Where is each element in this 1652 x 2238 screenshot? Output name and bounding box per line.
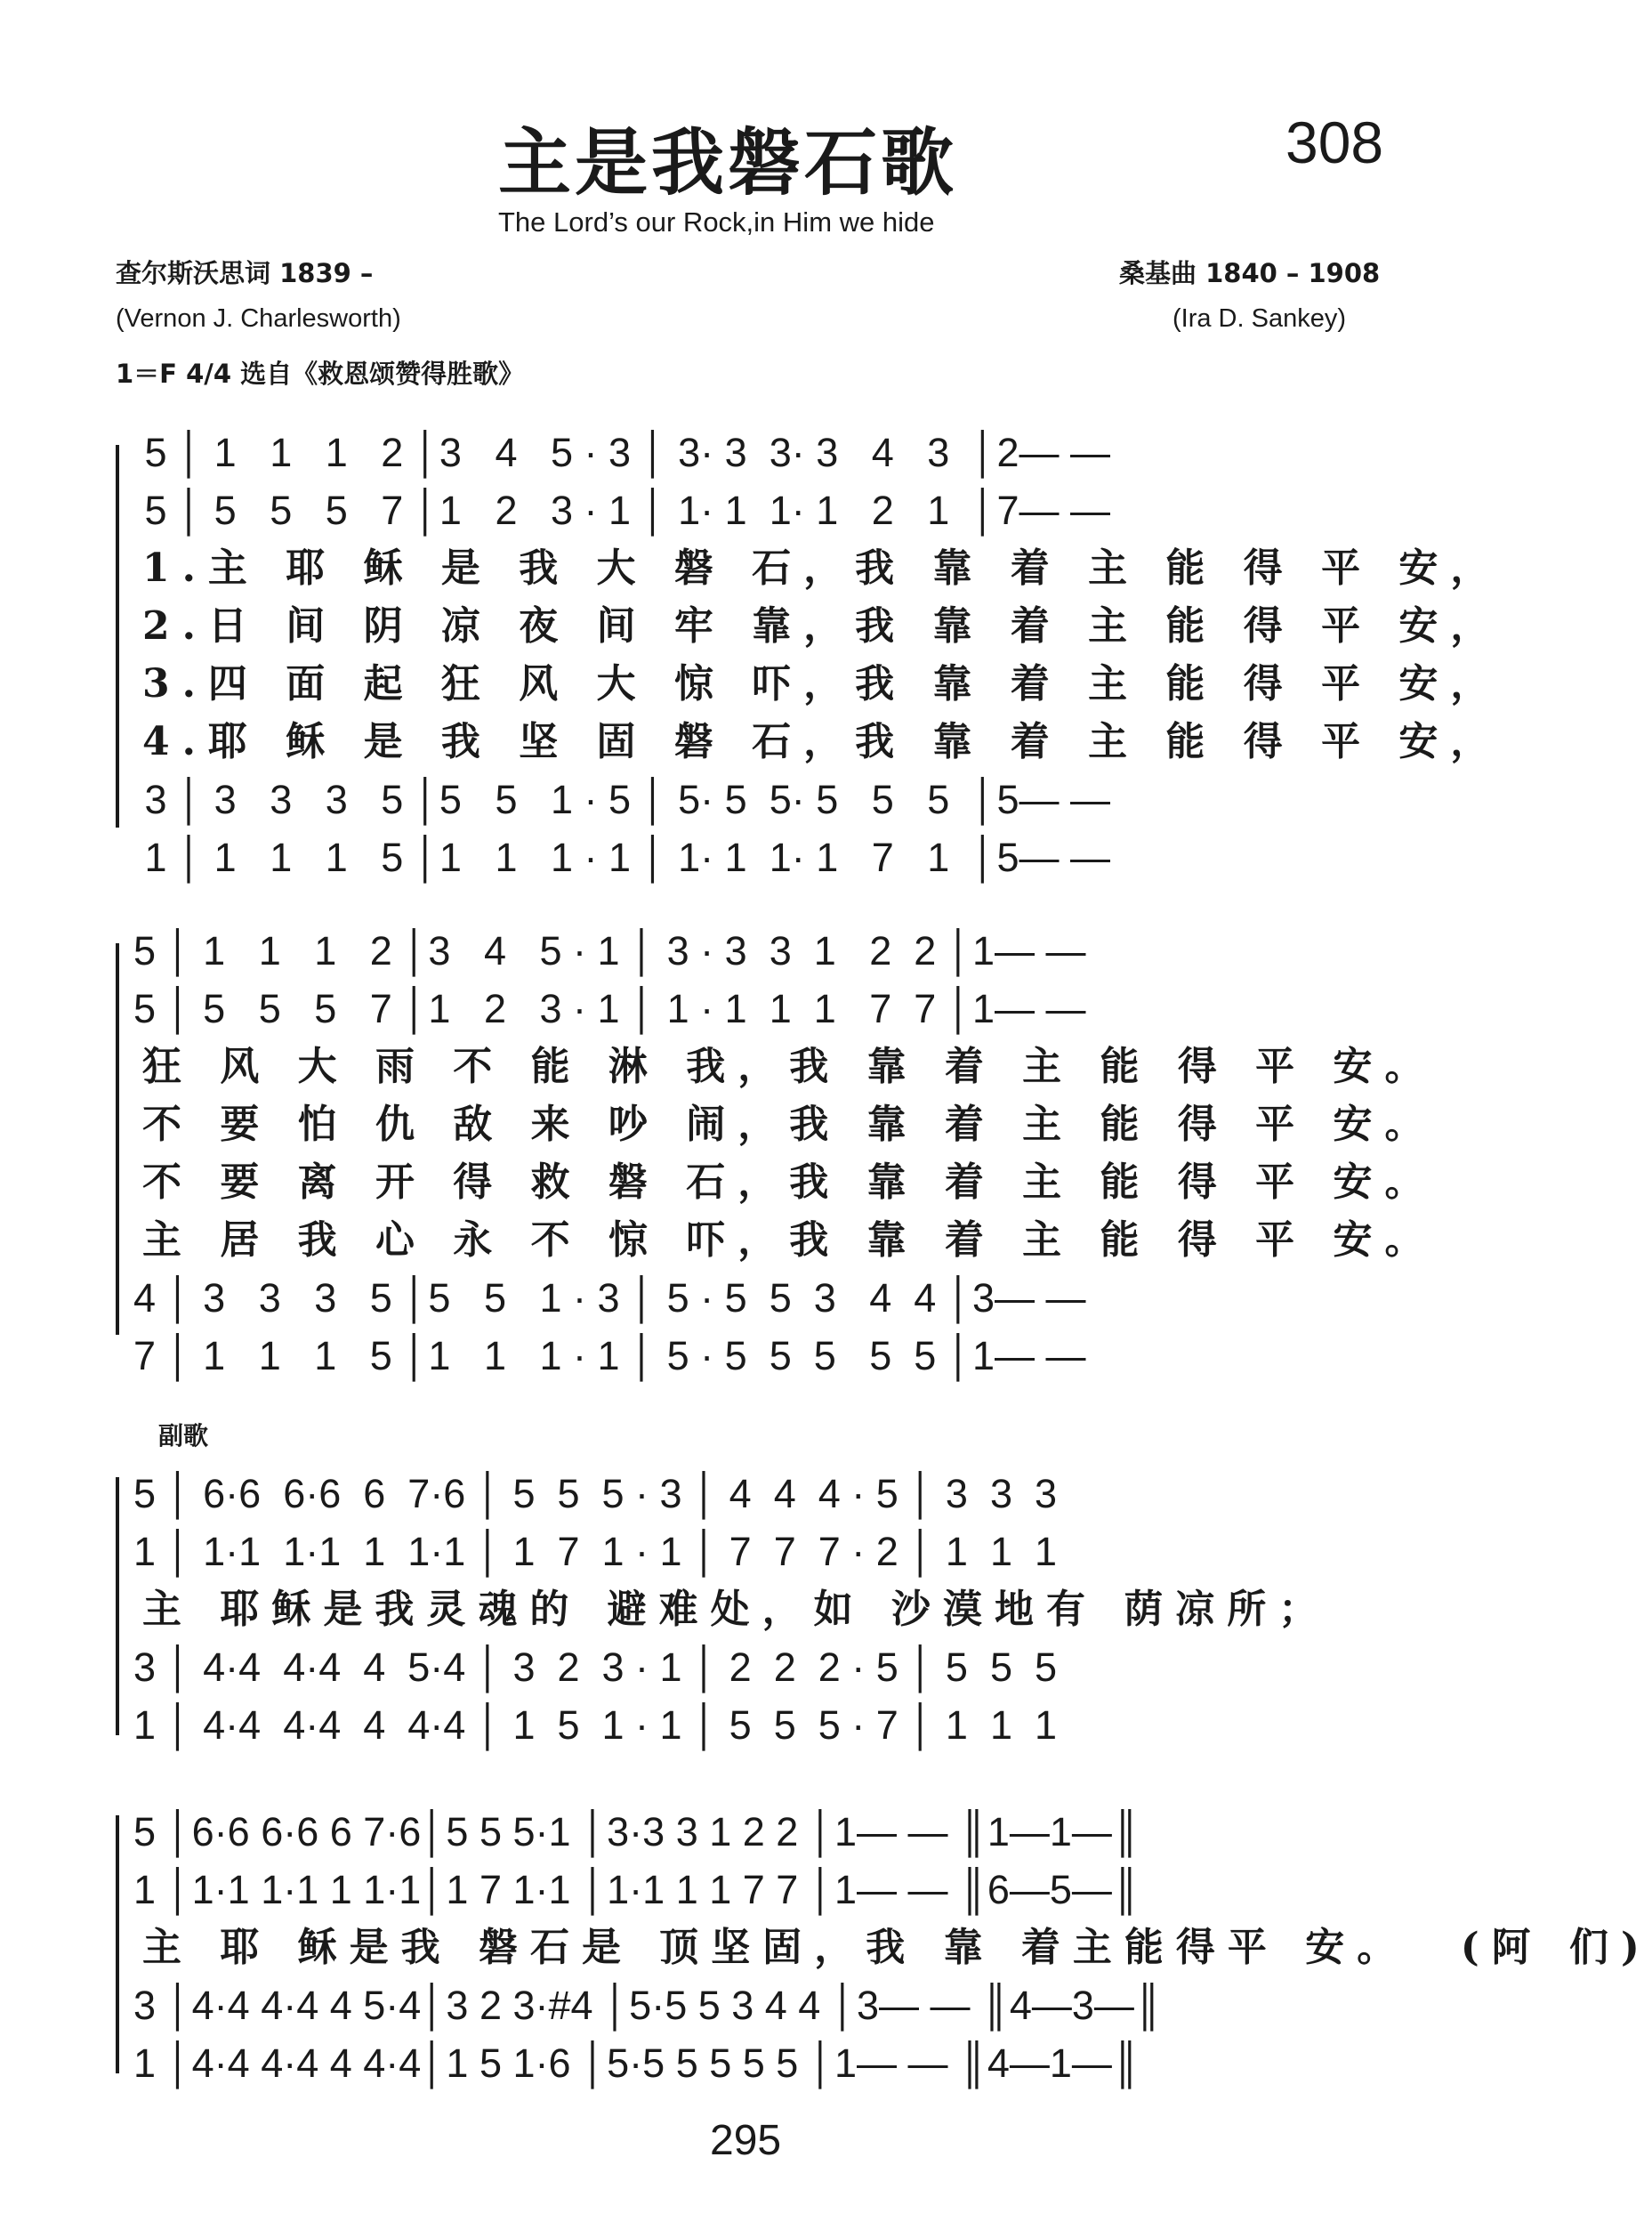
alto-line: 1 │1·1 1·1 1 1·1│1 7 1·1 │1·1 1 1 7 7 │1— — ║6—5—║ [133,1867,1140,1912]
lyric-verse-2: 不 要 怕 仇 敌 来 吵 闹，我 靠 着 主 能 得 平 安。 [142,1102,1437,1147]
system-brace [116,1477,119,1735]
soprano-line: 5 │ 1 1 1 2 │3 4 5 · 1 │ 3 · 3 3 1 2 2 │1— — [133,928,1086,974]
key-time-signature: 1＝F 4/4 选自《救恩颂赞得胜歌》 [116,359,525,389]
english-subtitle: The Lord’s our Rock,in Him we hide [498,206,935,238]
score-system-1 [0,418,1503,880]
lyric-verse-3: 不 要 离 开 得 救 磐 石，我 靠 着 主 能 得 平 安。 [142,1159,1437,1205]
hymn-title: 主是我磐石歌 [498,120,958,206]
chorus-lyric: 主 耶稣是我灵魂的 避难处，如 沙漠地有 荫凉所； [142,1587,1331,1632]
bass-line: 1 │4·4 4·4 4 4·4│1 5 1·6 │5·5 5 5 5 5 │1— — ║4—1—║ [133,2040,1140,2086]
page-number: 295 [710,2117,782,2164]
composer-english: (Ira D. Sankey) [1173,304,1346,333]
lyric-verse-4: 4.耶 稣 是 我 坚 固 磐 石，我 靠 着 主 能 得 平 安， [142,719,1503,764]
tenor-line: 3 │ 3 3 3 5 │5 5 1 · 5 │ 5· 5 5· 5 5 5 │5— — [133,777,1110,822]
lyric-verse-1: 1.主 耶 稣 是 我 大 磐 石，我 靠 着 主 能 得 平 安， [142,545,1503,591]
alto-line: 5 │ 5 5 5 7 │1 2 3 · 1 │ 1 · 1 1 1 7 7 │1— — [133,986,1086,1031]
lyric-verse-2: 2.日 间 阴 凉 夜 间 牢 靠，我 靠 着 主 能 得 平 安， [142,603,1503,649]
lyric-verse-4: 主 居 我 心 永 不 惊 吓，我 靠 着 主 能 得 平 安。 [142,1217,1437,1263]
alto-line: 5 │ 5 5 5 7 │1 2 3 · 1 │ 1· 1 1· 1 2 1 │7— — [133,488,1110,533]
system-brace [116,445,119,828]
bass-line: 1 │ 4·4 4·4 4 4·4 │ 1 5 1 · 1 │ 5 5 5 · 7 │ 1 1 1 [133,1702,1058,1748]
hymn-number: 308 [1285,109,1384,175]
tenor-line: 4 │ 3 3 3 5 │5 5 1 · 3 │ 5 · 5 5 3 4 4 │3— — [133,1275,1086,1321]
soprano-line: 5 │ 6·6 6·6 6 7·6 │ 5 5 5 · 3 │ 4 4 4 · 5 │ 3 3 3 [133,1471,1058,1516]
soprano-line: 5 │ 1 1 1 2 │3 4 5 · 3 │ 3· 3 3· 3 4 3 │2— — [133,430,1110,475]
lyric-verse-1: 狂 风 大 雨 不 能 淋 我，我 靠 着 主 能 得 平 安。 [142,1044,1437,1089]
chorus-label: 副歌 [158,1421,209,1450]
score-system-4 [0,1798,1652,2091]
system-brace [116,943,119,1335]
tenor-line: 3 │4·4 4·4 4 5·4│3 2 3·#4 │5·5 5 3 4 4 │3— — ║4—3—║ [133,1983,1163,2028]
system-brace [116,1815,119,2073]
score-system-2 [0,917,1471,1379]
bass-line: 7 │ 1 1 1 5 │1 1 1 · 1 │ 5 · 5 5 5 5 5 │1— — [133,1333,1086,1378]
alto-line: 1 │ 1·1 1·1 1 1·1 │ 1 7 1 · 1 │ 7 7 7 · 2 │ 1 1 1 [133,1529,1058,1574]
tenor-line: 3 │ 4·4 4·4 4 5·4 │ 3 2 3 · 1 │ 2 2 2 · 5 │ 5 5 5 [133,1644,1058,1690]
score-system-3 [0,1459,1471,1753]
lyric-verse-3: 3.四 面 起 狂 风 大 惊 吓，我 靠 着 主 能 得 平 安， [142,661,1503,707]
soprano-line: 5 │6·6 6·6 6 7·6│5 5 5·1 │3·3 3 1 2 2 │1— — ║1—1—║ [133,1809,1140,1854]
composer-chinese: 桑基曲 1840 – 1908 [1119,258,1381,288]
chorus-lyric: 主 耶 稣是我 磐石是 顶坚固，我 靠 着主能得平 安。 (阿 们) [142,1925,1652,1970]
lyricist-chinese: 查尔斯沃思词 1839 – [116,258,374,288]
bass-line: 1 │ 1 1 1 5 │1 1 1 · 1 │ 1· 1 1· 1 7 1 │5— — [133,835,1110,880]
lyricist-english: (Vernon J. Charlesworth) [116,304,401,333]
